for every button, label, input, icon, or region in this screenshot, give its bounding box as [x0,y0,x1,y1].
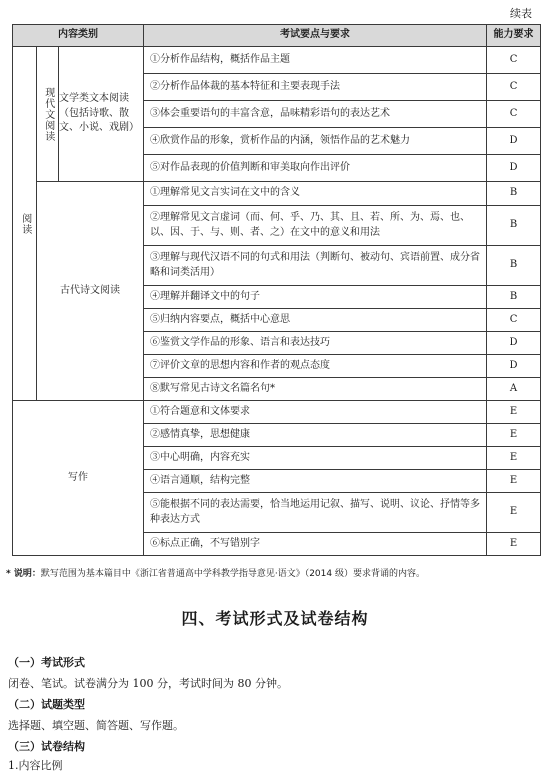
level-cell: E [487,533,541,556]
level-cell: E [487,470,541,493]
requirement-cell: ③体会重要语句的丰富含意，品味精彩语句的表达艺术 [144,101,487,128]
level-cell: C [487,47,541,74]
level-cell: E [487,493,541,533]
requirement-cell: ①分析作品结构，概括作品主题 [144,47,487,74]
level-cell: E [487,424,541,447]
paragraph-content-ratio: 1.内容比例 [8,759,63,772]
table-header-row [13,25,541,47]
level-cell: B [487,182,541,206]
subheading-question-types: （二）试题类型 [8,698,85,711]
level-cell: D [487,355,541,378]
paragraph-exam-form: 闭卷、笔试。试卷满分为 100 分，考试时间为 80 分钟。 [8,677,288,690]
requirement-cell: ⑤能根据不同的表达需要，恰当地运用记叙、描写、说明、议论、抒情等多种表达方式 [144,493,487,533]
header-level: 能力要求 [487,25,541,47]
table-row [13,401,541,424]
subheading-exam-form: （一）考试形式 [8,656,85,669]
reading-category-cell [13,47,37,401]
requirement-cell: ②感情真挚，思想健康 [144,424,487,447]
requirement-cell: ⑤对作品表现的价值判断和审美取向作出评价 [144,155,487,182]
level-cell: B [487,246,541,286]
level-cell: B [487,206,541,246]
requirement-cell: ⑤归纳内容要点，概括中心意思 [144,309,487,332]
requirement-cell: ③理解与现代汉语不同的句式和用法（判断句、被动句、宾语前置、成分省略和词类活用） [144,246,487,286]
header-category: 内容类别 [13,25,144,47]
table-footnote [6,566,546,579]
subheading-paper-structure: （三）试卷结构 [8,740,85,753]
requirement-cell: ⑦评价文章的思想内容和作者的观点态度 [144,355,487,378]
level-cell: E [487,401,541,424]
table-row [13,47,541,74]
level-cell: C [487,74,541,101]
modern-sub-cell [59,47,144,182]
requirement-cell: ④理解并翻译文中的句子 [144,286,487,309]
reading-label: 阅读 [19,212,31,235]
continued-label: 续表 [510,7,532,20]
requirement-cell: ⑥鉴赏文学作品的形象、语言和表达技巧 [144,332,487,355]
requirement-cell: ②理解常见文言虚词（而、何、乎、乃、其、且、若、所、为、焉、也、以、因、于、与、则、者、之）在文中的意义和用法 [144,206,487,246]
classical-label-cell [37,182,144,401]
exam-spec-table [12,24,541,556]
requirement-cell: ⑧默写常见古诗文名篇名句* [144,378,487,401]
footnote-text: 默写范围为基本篇目中《浙江省普通高中学科教学指导意见·语文》（2014 级）要求背诵的内容。 [40,569,425,579]
modern-sub-label: 文学类文本阅读（包括诗歌、散文、小说、戏剧） [59,93,139,134]
level-cell: D [487,128,541,155]
writing-label-cell [13,401,144,556]
table-row [13,182,541,206]
requirement-cell: ①符合题意和文体要求 [144,401,487,424]
modern-label: 现代文阅读 [42,86,54,142]
requirement-cell: ③中心明确，内容充实 [144,447,487,470]
classical-label: 古代诗文阅读 [60,284,121,296]
level-cell: A [487,378,541,401]
level-cell: E [487,447,541,470]
level-cell: B [487,286,541,309]
writing-label: 写作 [68,471,89,483]
level-cell: D [487,332,541,355]
level-cell: C [487,101,541,128]
section-title: 四、考试形式及试卷结构 [181,609,369,628]
requirement-cell: ①理解常见文言实词在文中的含义 [144,182,487,206]
modern-label-cell [37,47,59,182]
paragraph-question-types: 选择题、填空题、简答题、写作题。 [8,719,184,732]
requirement-cell: ②分析作品体裁的基本特征和主要表现手法 [144,74,487,101]
footnote-label: * 说明： [6,569,41,579]
header-points: 考试要点与要求 [144,25,487,47]
level-cell: D [487,155,541,182]
requirement-cell: ④语言通顺，结构完整 [144,470,487,493]
requirement-cell: ⑥标点正确，不写错别字 [144,533,487,556]
level-cell: C [487,309,541,332]
requirement-cell: ④欣赏作品的形象，赏析作品的内涵，领悟作品的艺术魅力 [144,128,487,155]
